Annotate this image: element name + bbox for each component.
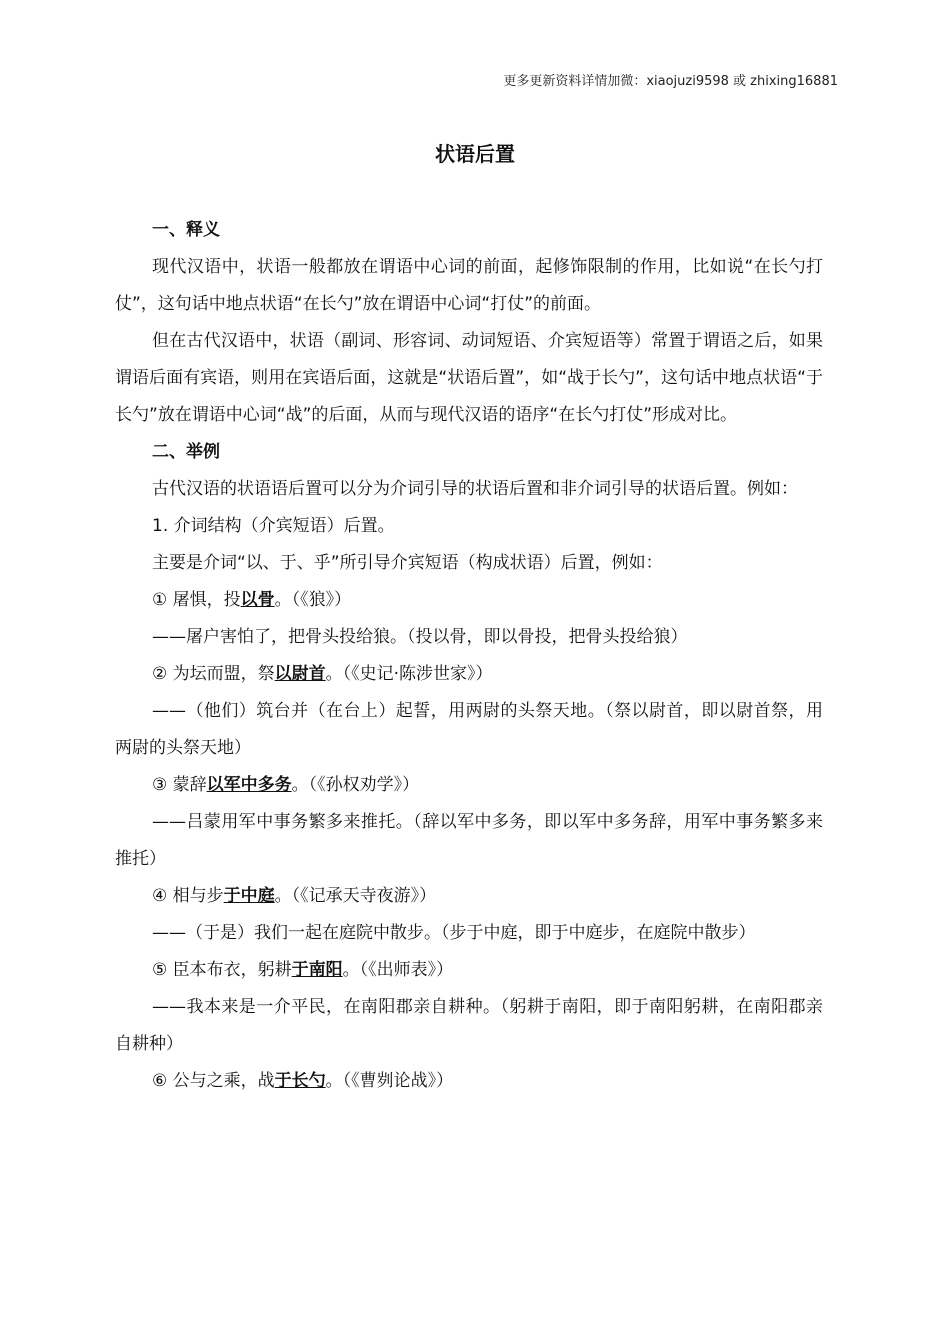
underlined-phrase: 以骨	[240, 590, 275, 610]
example-translation: ——（他们）筑台并（在台上）起誓，用两尉的头祭天地。（祭以尉首，即以尉首祭，用两尉的头祭天地）	[115, 701, 823, 758]
example-translation: ——屠户害怕了，把骨头投给狼。（投以骨，即以骨投，把骨头投给狼）	[152, 627, 688, 647]
section-heading-examples: 二、举例	[152, 442, 220, 462]
example-text: ① 屠惧，投	[152, 590, 241, 610]
example-source: 。（《孙权劝学》）	[291, 775, 420, 795]
example-sentence	[115, 878, 823, 915]
paragraph: 现代汉语中，状语一般都放在谓语中心词的前面，起修饰限制的作用，比如说“在长勺打仗”，这句话中地点状语“在长勺”放在谓语中心词“打仗”的前面。	[115, 257, 823, 314]
example-source: 。（《史记·陈涉世家》）	[325, 664, 493, 684]
page-title: 状语后置	[435, 142, 515, 166]
example-text: ⑥ 公与之乘，战	[152, 1071, 275, 1091]
example-source: 。（《记承天寺夜游》）	[274, 886, 437, 906]
underlined-phrase: 于南阳	[291, 960, 343, 980]
underlined-phrase: 于长勺	[274, 1071, 326, 1091]
underlined-phrase: 以军中多务	[206, 775, 292, 795]
example-source: 。（《曹刿论战》）	[325, 1071, 454, 1091]
example-sentence	[115, 767, 823, 804]
paragraph: 主要是介词“以、于、乎”所引导介宾短语（构成状语）后置，例如：	[152, 553, 663, 573]
example-sentence	[115, 582, 823, 619]
underlined-phrase: 于中庭	[223, 886, 275, 906]
example-text: ② 为坛而盟，祭	[152, 664, 275, 684]
example-translation: ——我本来是一介平民，在南阳郡亲自耕种。（躬耕于南阳，即于南阳躬耕，在南阳郡亲自耕种）	[115, 997, 823, 1054]
paragraph: 但在古代汉语中，状语（副词、形容词、动词短语、介宾短语等）常置于谓语之后，如果谓语后面有宾语，则用在宾语后面，这就是“状语后置”，如“战于长勺”，这句话中地点状语“于长勺”放在谓语中心词“战”的后面，从而与现代汉语的语序“在长勺打仗”形成对比。	[115, 331, 823, 425]
document-body	[115, 212, 823, 1100]
subheading: 1. 介词结构（介宾短语）后置。	[152, 516, 395, 536]
underlined-phrase: 以尉首	[274, 664, 326, 684]
paragraph: 古代汉语的状语语后置可以分为介词引导的状语后置和非介词引导的状语后置。例如：	[152, 479, 798, 499]
example-source: 。（《狼》）	[274, 590, 352, 610]
example-text: ⑤ 臣本布衣，躬耕	[152, 960, 292, 980]
example-sentence	[115, 1063, 823, 1100]
example-text: ④ 相与步	[152, 886, 224, 906]
example-source: 。（《出师表》）	[342, 960, 454, 980]
example-sentence	[115, 656, 823, 693]
header-promo: 更多更新资料详情加微：xiaojuzi9598 或 zhixing16881	[503, 74, 838, 89]
example-translation: ——吕蒙用军中事务繁多来推托。（辞以军中多务，即以军中多务辞，用军中事务繁多来推托）	[115, 812, 823, 869]
example-translation: ——（于是）我们一起在庭院中散步。（步于中庭，即于中庭步，在庭院中散步）	[152, 923, 756, 943]
example-text: ③ 蒙辞	[152, 775, 207, 795]
example-sentence	[115, 952, 823, 989]
section-heading-definition: 一、释义	[152, 220, 220, 240]
